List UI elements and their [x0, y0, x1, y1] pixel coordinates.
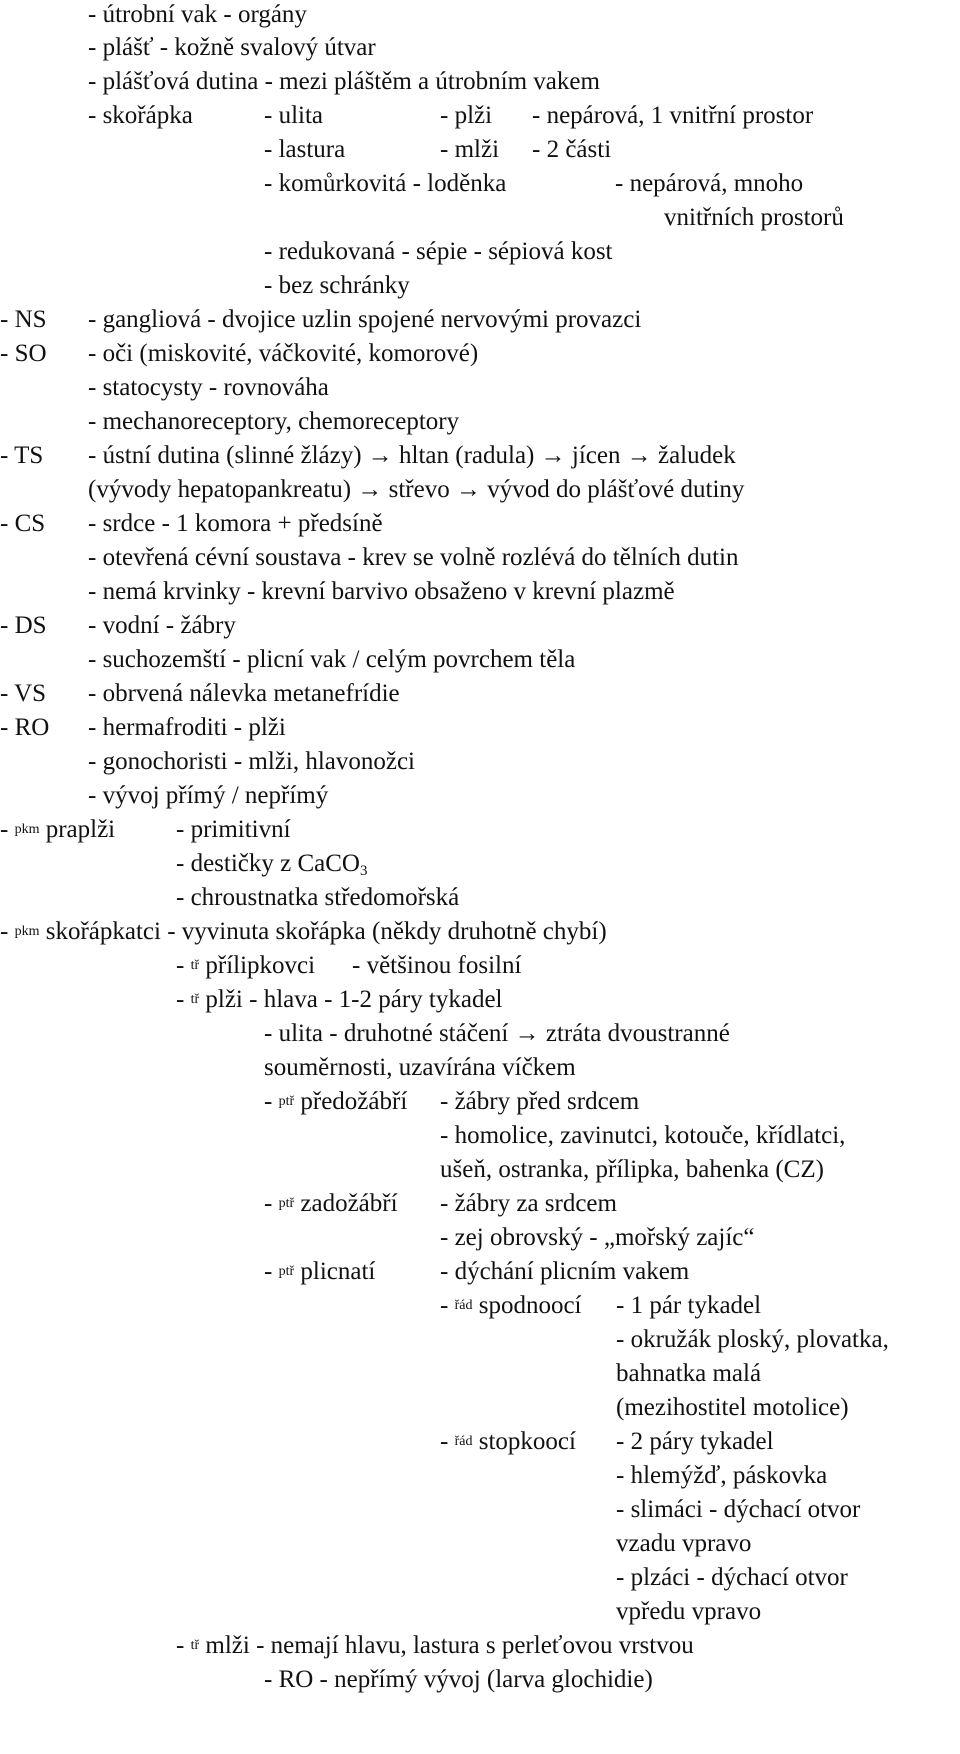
taxon-line: - $^{tř}$ plži - hlava - 1-2 páry tykadel [176, 986, 503, 1013]
text-line: - plášťová dutina - mezi pláštěm a útrobním vakem [88, 68, 600, 95]
taxon-line: - $^{ptř}$ zadožábří [264, 1190, 398, 1217]
text-line: - RO - nepřímý vývoj (larva glochidie) [264, 1666, 653, 1693]
text-line: - homolice, zavinutci, kotouče, křídlatci, [440, 1122, 846, 1149]
section-label: - TS [0, 442, 44, 469]
section-label: - DS [0, 612, 47, 639]
text-line: (mezihostitel motolice) [616, 1394, 849, 1421]
text-line: - nepárová, mnoho [615, 170, 804, 197]
text-line: - skořápka [88, 102, 193, 129]
text-line: - hlemýžď, páskovka [616, 1462, 828, 1489]
text-line: - gangliová - dvojice uzlin spojené nervovými provazci [88, 306, 642, 333]
taxon-line: - $^{řád}$ spodnoocí [440, 1292, 582, 1319]
taxon-line: - $^{tř}$ mlži - nemají hlavu, lastura s perleťovou vrstvou [176, 1632, 694, 1659]
taxon-line: - $^{tř}$ přílipkovci [176, 952, 316, 979]
section-label: - NS [0, 306, 47, 333]
text-line: - většinou fosilní [352, 952, 522, 979]
text-line: - bez schránky [264, 272, 410, 299]
taxon-line: - $^{pkm}$ praplži [0, 816, 116, 843]
text-line: - ulita - druhotné stáčení → ztráta dvoustranné [264, 1020, 730, 1047]
text-line: - lastura [264, 136, 346, 163]
text-line: souměrnosti, uzavírána víčkem [264, 1054, 576, 1081]
text-line: - redukovaná - sépie - sépiová kost [264, 238, 613, 265]
text-line: - zej obrovský - „mořský zajíc“ [440, 1224, 755, 1251]
text-line: - plži [440, 102, 493, 129]
section-label: - RO [0, 714, 50, 741]
text-line: - ústní dutina (slinné žlázy) → hltan (radula) → jícen → žaludek [88, 442, 736, 469]
text-line: - destičky z CaCO$_3$ [176, 850, 368, 879]
text-line: bahnatka malá [616, 1360, 762, 1387]
text-line: - mechanoreceptory, chemoreceptory [88, 408, 460, 435]
text-line: - gonochoristi - mlži, hlavonožci [88, 748, 416, 775]
text-line: - dýchání plicním vakem [440, 1258, 690, 1285]
text-line: vzadu vpravo [616, 1530, 752, 1557]
section-label: - VS [0, 680, 47, 707]
taxon-line: - $^{řád}$ stopkoocí [440, 1428, 576, 1455]
text-line: - chroustnatka středomořská [176, 884, 460, 911]
text-line: - okružák ploský, plovatka, [616, 1326, 889, 1353]
text-line: - oči (miskovité, váčkovité, komorové) [88, 340, 479, 367]
text-line: vpředu vpravo [616, 1598, 762, 1625]
text-line: - nepárová, 1 vnitřní prostor [532, 102, 814, 129]
text-line: - 1 pár tykadel [616, 1292, 762, 1319]
taxon-line: - $^{pkm}$ skořápkatci - vyvinuta skořápka (někdy druhotně chybí) [0, 918, 607, 945]
text-line: - plzáci - dýchací otvor [616, 1564, 848, 1591]
text-line: - komůrkovitá - loděnka [264, 170, 507, 197]
text-line: - primitivní [176, 816, 291, 843]
text-line: vnitřních prostorů [664, 204, 844, 231]
text-line: (vývody hepatopankreatu) → střevo → vývod do plášťové dutiny [88, 476, 745, 503]
text-line: - vodní - žábry [88, 612, 236, 639]
text-line: - slimáci - dýchací otvor [616, 1496, 861, 1523]
section-label: - SO [0, 340, 47, 367]
text-line: - žábry za srdcem [440, 1190, 617, 1217]
text-line: - hermafroditi - plži [88, 714, 286, 741]
taxon-line: - $^{ptř}$ plicnatí [264, 1258, 376, 1285]
text-line: - útrobní vak - orgány [88, 1, 307, 28]
text-line: - nemá krvinky - krevní barvivo obsaženo v krevní plazmě [88, 578, 675, 605]
text-line: - vývoj přímý / nepřímý [88, 782, 329, 809]
text-line: - žábry před srdcem [440, 1088, 640, 1115]
text-line: - suchozemští - plicní vak / celým povrchem těla [88, 646, 576, 673]
text-line: - otevřená cévní soustava - krev se volně rozlévá do tělních dutin [88, 544, 739, 571]
section-label: - CS [0, 510, 46, 537]
text-line: - plášť - kožně svalový útvar [88, 34, 376, 61]
taxon-line: - $^{ptř}$ předožábří [264, 1088, 408, 1115]
text-line: - 2 páry tykadel [616, 1428, 774, 1455]
text-line: - srdce - 1 komora + předsíně [88, 510, 383, 537]
text-line: - statocysty - rovnováha [88, 374, 329, 401]
text-line: - ulita [264, 102, 324, 129]
text-line: ušeň, ostranka, přílipka, bahenka (CZ) [440, 1156, 824, 1183]
text-line: - 2 části [532, 136, 612, 163]
text-line: - mlži [440, 136, 500, 163]
text-line: - obrvená nálevka metanefrídie [88, 680, 400, 707]
